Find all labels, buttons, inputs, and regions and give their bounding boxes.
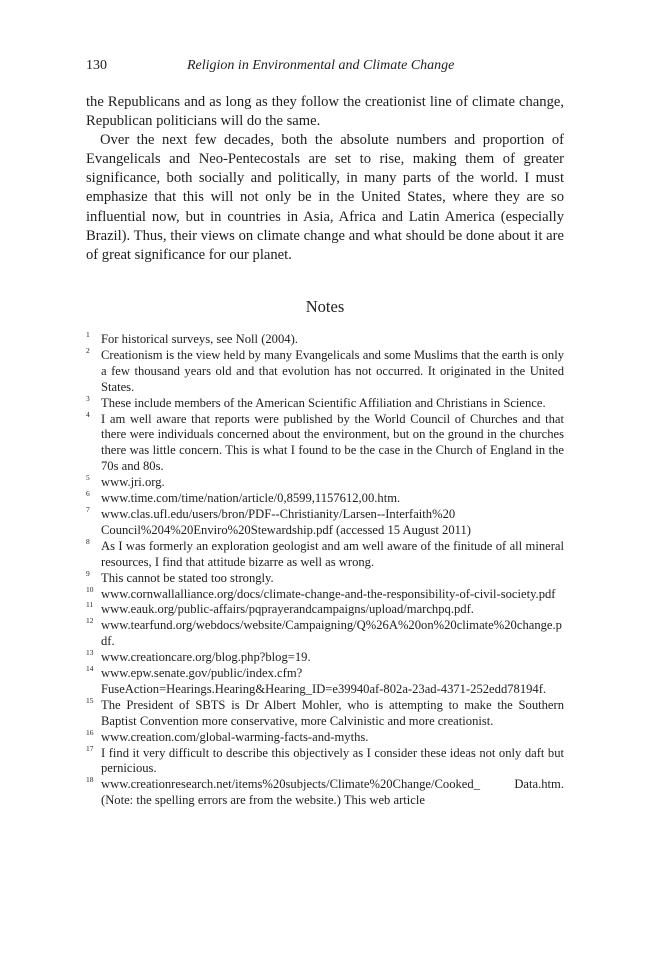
note-number: 18 (86, 775, 94, 785)
note-item (86, 743, 564, 778)
note-number: 6 (86, 489, 90, 499)
note-text: For historical surveys, see Noll (2004). (101, 332, 298, 346)
note-number: 10 (86, 584, 94, 594)
note-text: This cannot be stated too strongly. (101, 570, 274, 585)
notes-list (86, 332, 564, 809)
note-text: I find it very difficult to describe this objectively as I consider these ideas not only daft but pernicious. (101, 745, 564, 776)
note-item (86, 777, 564, 809)
body-text (86, 93, 564, 265)
note-item (86, 602, 564, 618)
note-text: www.cornwallalliance.org/docs/climate-change-and-the-responsibility-of-civil-society.pdf (101, 586, 556, 601)
note-item (86, 345, 564, 396)
note-item (86, 475, 564, 491)
note-item (86, 393, 564, 412)
note-number: 13 (86, 648, 94, 658)
paragraph-continued: the Republicans and as long as they follow the creationist line of climate change, Republican politicians will do the same. (86, 94, 564, 130)
note-text: www.clas.ufl.edu/users/bron/PDF--Christianity/Larsen--Interfaith%20 Council%204%20Enviro%20Stewardship.pdf (accessed 15 August 2011) (101, 506, 471, 537)
note-text: These include members of the American Scientific Affiliation and Christians in Science. (101, 395, 546, 410)
note-text: www.jri.org. (101, 475, 165, 490)
note-item (86, 650, 564, 666)
notes-heading: Notes (305, 297, 345, 316)
note-text: www.creationcare.org/blog.php?blog=19. (101, 650, 311, 665)
note-number: 14 (86, 664, 94, 674)
note-item (86, 536, 564, 571)
note-item (86, 584, 564, 603)
note-item (86, 491, 564, 507)
note-text: www.eauk.org/public-affairs/pqprayerandcampaigns/upload/marchpq.pdf. (101, 602, 474, 617)
note-number: 8 (86, 536, 90, 546)
note-number: 3 (86, 393, 90, 403)
note-text: www.creationresearch.net/items%20subjects/Climate%20Change/Cooked_ Data.htm. (Note: the spelling errors are from the website.) This web article (101, 777, 564, 808)
note-item (86, 332, 564, 348)
note-number: 1 (86, 330, 90, 339)
note-item (86, 666, 564, 698)
note-item (86, 727, 564, 746)
note-item (86, 409, 564, 476)
note-text: www.epw.senate.gov/public/index.cfm?FuseAction=Hearings.Hearing&Hearing_ID=e39940af-802a-23ad-4371-252edd78194f. (101, 666, 547, 696)
note-text: www.time.com/time/nation/article/0,8599,1157612,00.htm. (101, 491, 401, 506)
note-text: I am well aware that reports were published by the World Council of Churches and that there were individuals concerned about the environment, but on the ground in the churches there was little concern. This is what I found to be the case in the Church of England in the 70s and 80s. (101, 411, 564, 474)
note-item (86, 504, 564, 539)
running-title: Religion in Environmental and Climate Change (187, 58, 455, 73)
note-number: 2 (86, 345, 90, 355)
note-number: 12 (86, 616, 94, 626)
note-text: Creationism is the view held by many Evangelicals and some Muslims that the earth is only a few thousand years old and that evolution has not occurred. It originated in the United States. (101, 347, 564, 394)
note-number: 7 (86, 504, 90, 514)
paragraph: Over the next few decades, both the absolute numbers and proportion of Evangelicals and Neo-Pentecostals are set to rise, making them of greater significance, both socially and politically, in many parts of the world. I must emphasize that this will not only be in the United States, where they are so influential now, but in countries in Asia, Africa and Latin America (especially Brazil). Thus, their views on climate change and what should be done about it are of great significance for our planet. (86, 132, 564, 263)
note-item (86, 568, 564, 587)
note-number: 11 (86, 600, 94, 610)
page-number: 130 (86, 58, 107, 73)
note-text: The President of SBTS is Dr Albert Mohler, who is attempting to make the Southern Baptist Convention more conservative, more Calvinistic and more creationist. (101, 697, 564, 728)
note-number: 16 (86, 727, 94, 737)
note-number: 9 (86, 568, 90, 578)
note-text: As I was formerly an exploration geologist and am well aware of the finitude of all mineral resources, I find that attitude bizarre as well as wrong. (101, 538, 564, 569)
note-item (86, 695, 564, 730)
note-text: www.creation.com/global-warming-facts-and-myths. (101, 729, 369, 744)
note-number: 5 (86, 473, 90, 483)
note-number: 4 (86, 409, 90, 419)
note-number: 15 (86, 695, 94, 705)
note-number: 17 (86, 743, 94, 753)
note-text: www.tearfund.org/webdocs/website/Campaigning/Q%26A%20on%20climate%20change.pdf. (101, 618, 562, 649)
note-item (86, 618, 564, 650)
